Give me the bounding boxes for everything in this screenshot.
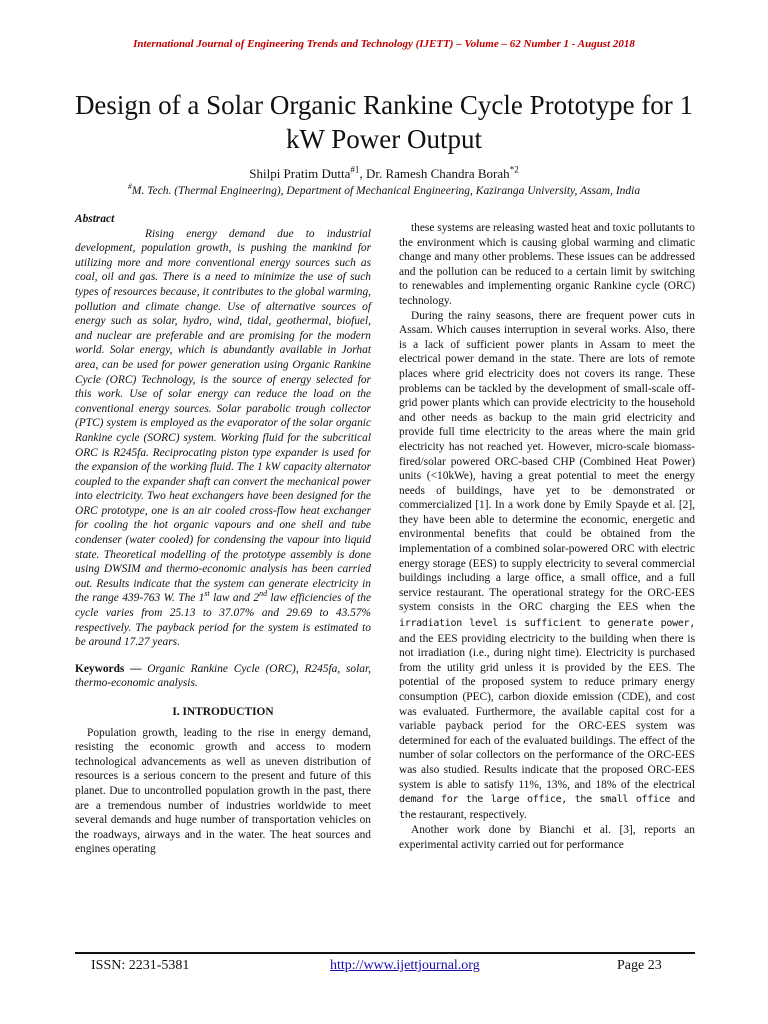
superscript: st — [204, 589, 210, 599]
authors-line — [0, 166, 768, 182]
abstract-text — [75, 227, 371, 650]
journal-link[interactable]: http://www.ijettjournal.org — [330, 958, 480, 973]
body-paragraph: Another work done by Bianchi et al. [3], reports an experimental activity carried out for performance — [399, 824, 695, 851]
right-column — [399, 221, 695, 853]
superscript: nd — [259, 589, 268, 599]
abstract-part: Rising energy demand due to industrial development, population growth, is pushing the mankind for utilizing more and more conventional energy sources such as coal, oil and gas. There is a need to minimize the use of such types of resources because, it contributes to the global warming, pollution and climate change. Use of alternative sources of energy such as solar, hydro, wind, tidal, geothermal, biofuel, and nuclear are preferable and are promising for the modern world. Solar energy, which is abundantly available in Jorhat area, can be used for power generation using Organic Rankine Cycle (ORC) Technology, is the source of energy selected for this work. Use of solar energy can reduce the load on the conventional energy sources. Solar parabolic trough collector (PTC) system is employed as the evaporator of the solar organic Rankine cycle (SORC) system. Working fluid for the subcritical ORC is R245fa. Reciprocating piston type expander is used for the expansion of the working fluid. The 1 kW capacity alternator coupled to the expander shaft can convert the mechanical power into electricity. Two heat exchangers have been designed for the ORC prototype, one is an air cooled cross-flow heat exchanger for cooling the hot organic vapours and one shell and tube condenser (water cooled) for condensing the vapour into liquid state. Theoretical modelling of the prototype assembly is done using DWSIM and thermo-economic analysis has been carried out. Results indicate that the system can generate electricity in the range 439-763 W. The 1 — [75, 227, 371, 605]
page-number: Page 23 — [617, 958, 662, 973]
keywords-label: Keywords — — [75, 662, 142, 675]
author-name: Shilpi Pratim Dutta — [249, 166, 351, 181]
author-name: Dr. Ramesh Chandra Borah — [365, 166, 510, 181]
affiliation — [0, 182, 768, 197]
paper-title: Design of a Solar Organic Rankine Cycle Prototype for 1 kW Power Output — [74, 90, 694, 154]
author-marker: *2 — [509, 164, 519, 175]
paragraph-part: During the rainy seasons, there are frequent power cuts in Assam. Which causes interruption in several works. Also, there is a lack of sufficient power plants in Assam to meet the electrical power demand in the state. There are lots of remote places where grid electricity does not covers its range. These problems can be tackled by the development of small-scale off-grid power plants which can provide electricity to the household and other needs as backup to the main grid electricity and provide full time electricity to the areas where the main grid electricity has not reached yet. However, micro-scale biomass-fired/solar powered ORC-based CHP (Combined Heat Power) units (<10kWe), having a great potential to meet the energy needs of buildings, have yet to be demonstrated or commercialized [1]. In a work done by Emily Spayde et al. [2], they have been able to determine the economic, energetic and environmental benefits that could be obtained from the implementation of a combined solar-powered ORC with electric energy storage (EES) to supply electricity to several commercial buildings including a large office, a small office, and a full service restaurant. The operational strategy for the ORC-EES system consists in the ORC charging the EES when — [399, 309, 695, 614]
footer-divider — [75, 952, 695, 954]
section-heading-introduction: I. INTRODUCTION — [172, 706, 274, 718]
left-column — [75, 212, 371, 857]
keywords-text: Organic Rankine Cycle (ORC), R245fa, solar, thermo-economic analysis. — [75, 662, 371, 690]
author-separator: , — [359, 166, 366, 181]
paragraph-part: restaurant, respectively. — [416, 808, 527, 821]
author-marker: #1 — [350, 164, 360, 175]
paragraph-part: and the EES providing electricity to the building when there is not irradiation (i.e., during night time). Electricity is purchased from the utility grid unless it is provided by the EES. The potential of the proposed system to reduce primary energy consumption (PEC), carbon dioxide emission (CDE), and cost was evaluated. Furthermore, the available capital cost for a variable payback period for the ORC-EES system was determined for each of the evaluated buildings. The effect of the number of solar collectors on the performance of the ORC-EES was also studied. Results indicate that the proposed ORC-EES system is able to satisfy 11%, 13%, and 18% of the electrical — [399, 632, 695, 791]
paragraph-part: the irradiation level is sufficient to generate power, — [399, 602, 695, 630]
abstract-part: law efficiencies of the cycle varies from 25.13 to 37.07% and 29.69 to 43.57% respectively. The payback period for the system is estimated to be around 17.27 years. — [75, 592, 371, 649]
affiliation-marker: # — [127, 182, 132, 192]
affiliation-text: M. Tech. (Thermal Engineering), Department of Mechanical Engineering, Kaziranga University, Assam, India — [131, 185, 641, 197]
paragraph-part: demand for the large office, the small office and the — [399, 794, 695, 821]
issn-text: ISSN: 2231-5381 — [91, 958, 190, 973]
abstract-heading: Abstract — [75, 213, 115, 225]
body-paragraph — [399, 309, 695, 824]
journal-header: International Journal of Engineering Trends and Technology (IJETT) – Volume – 62 Number 1 - August 2018 — [133, 38, 635, 50]
keywords — [75, 662, 371, 691]
abstract-part: law and 2 — [209, 592, 260, 605]
body-paragraph: these systems are releasing wasted heat and toxic pollutants to the environment which is causing global warming and climatic change and many other problems. These issues can be addressed and the pollution can be reduced to a certain limit by switching to renewables and implementing organic Rankine cycle (ORC) technology. — [399, 222, 695, 307]
body-paragraph: Population growth, leading to the rise in energy demand, resisting the economic growth and access to modern technological advancements as well as uneven distribution of resources is a serious concern to the present and future of this planet. Due to uncontrolled population growth in the past, there are a tremendous number of industries worldwide to meet several demands and huge number of transportation vehicles on the roadways, airways and in the water. The heat sources and engines operating — [75, 726, 371, 856]
